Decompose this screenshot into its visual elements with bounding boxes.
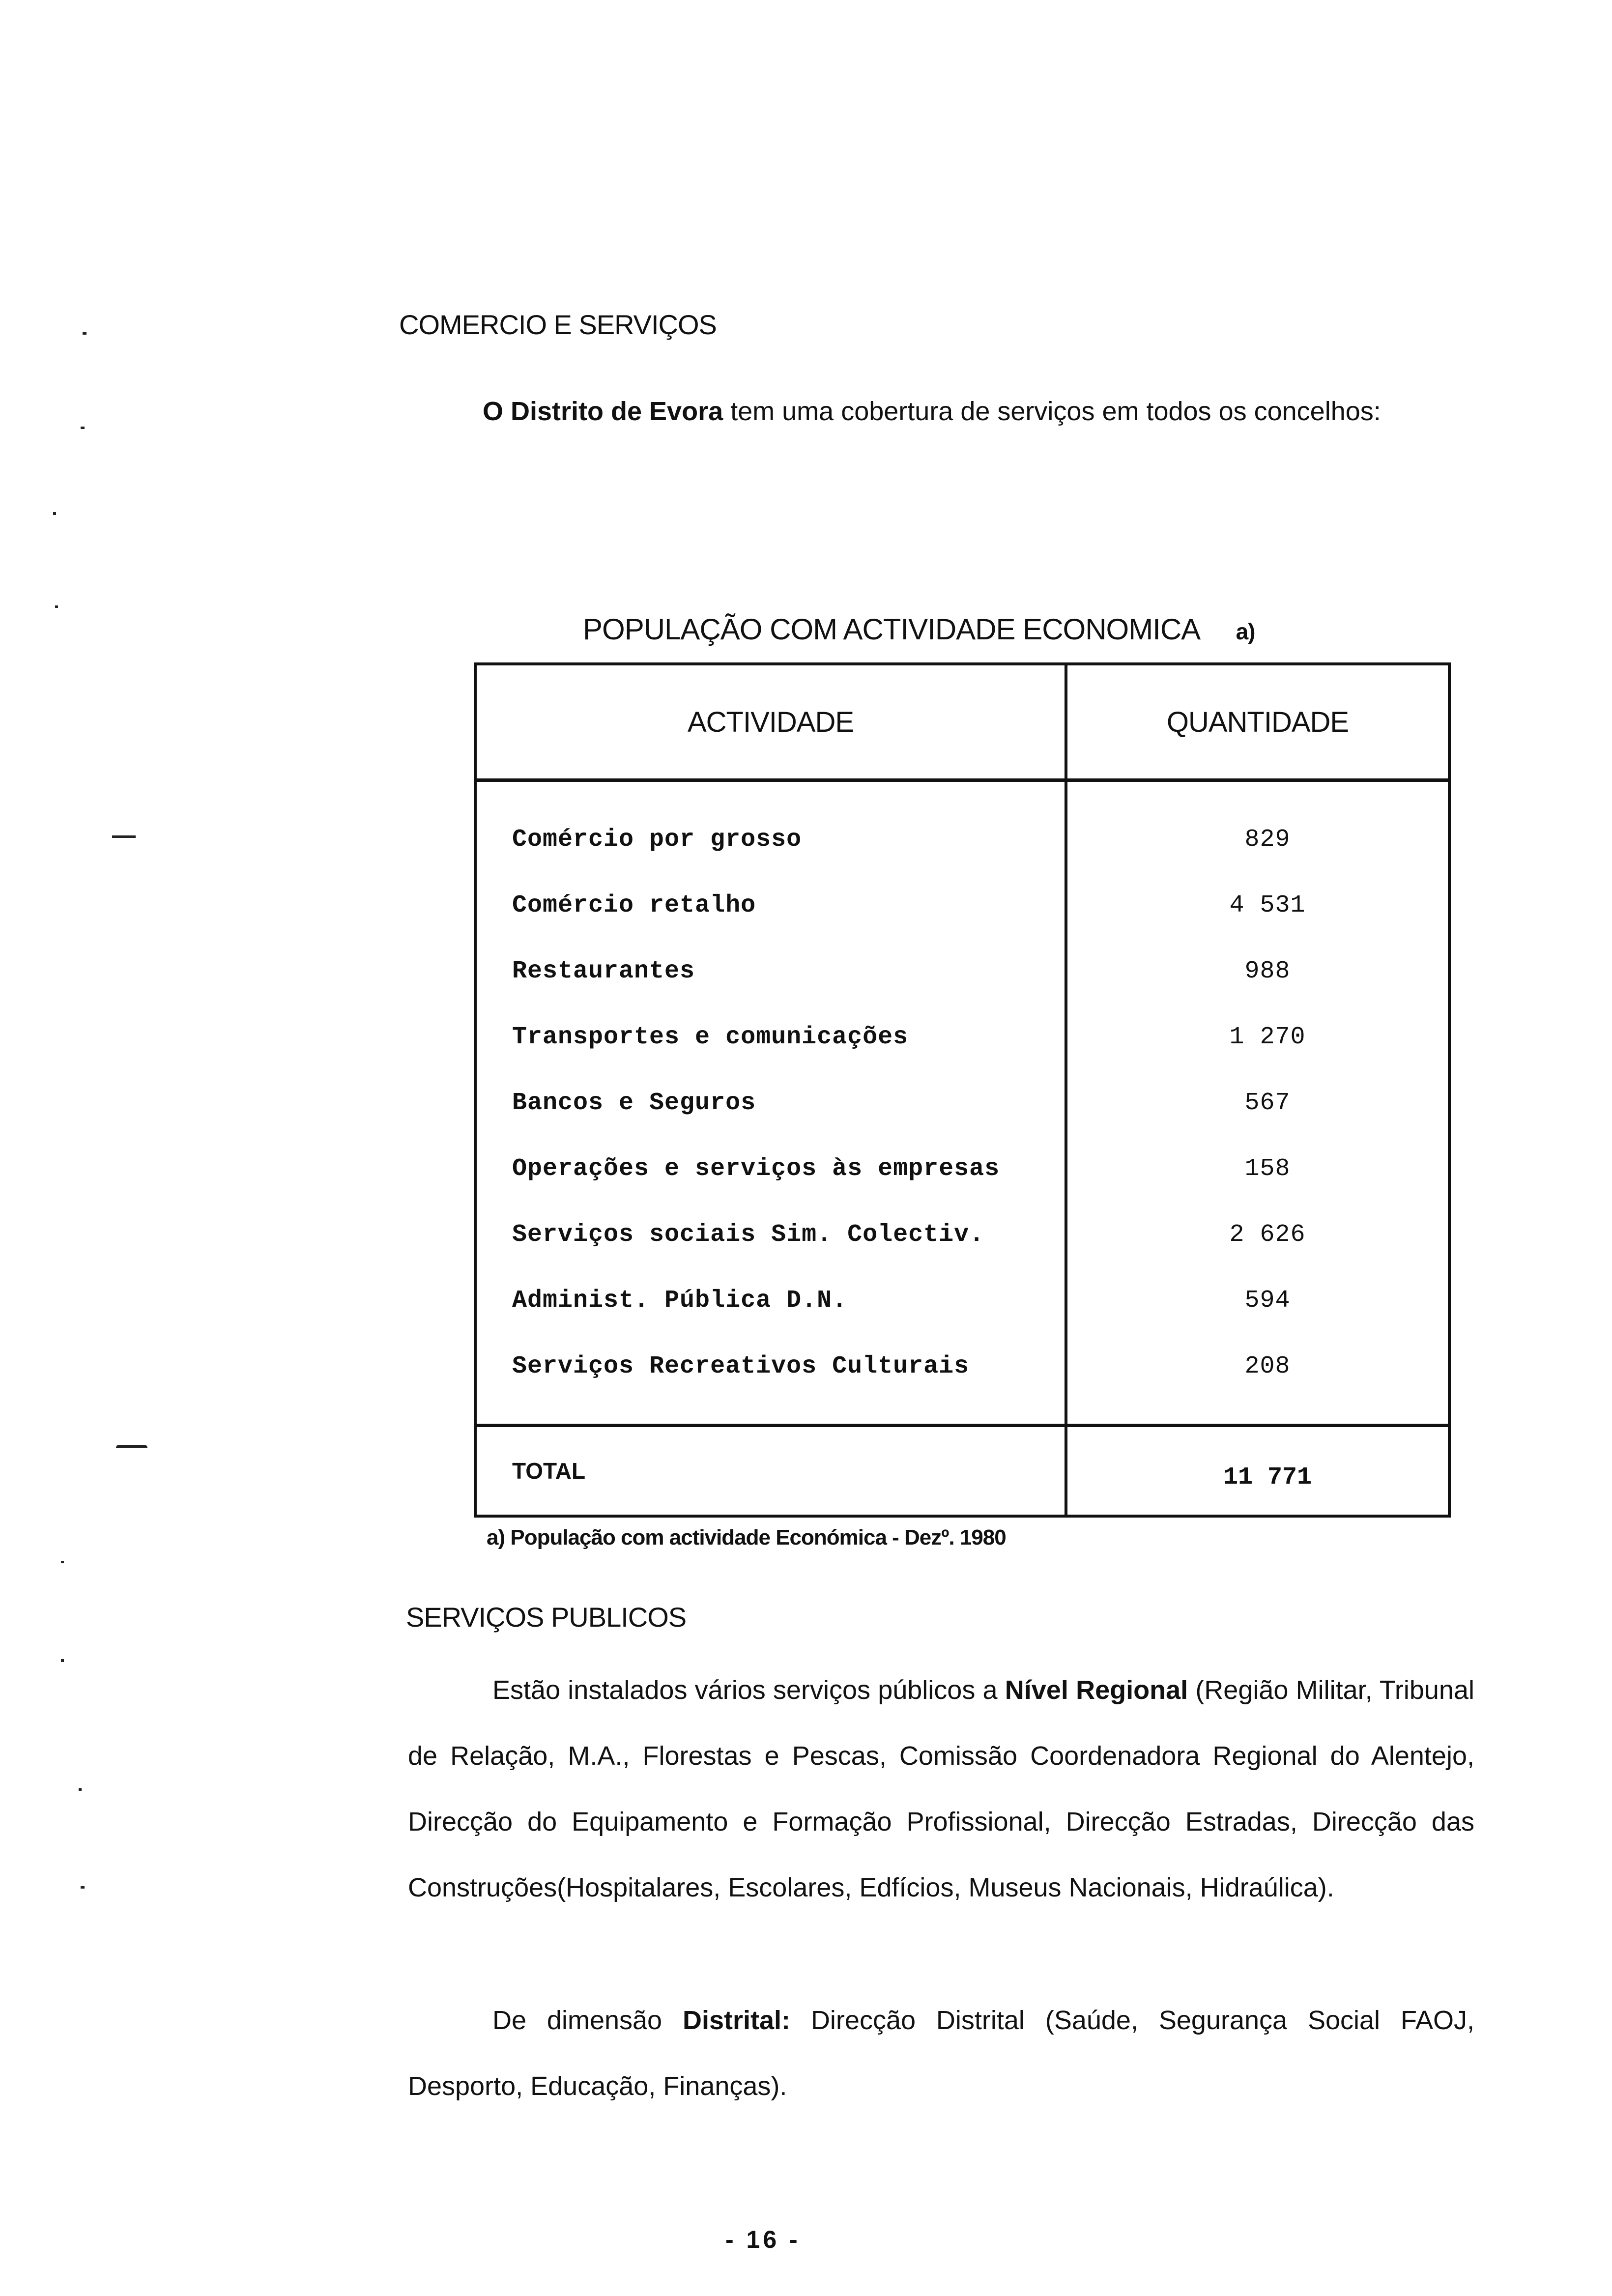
table-spacer bbox=[475, 780, 1449, 807]
public-p2-rest: Direcção Distrital (Saúde, Segurança Social FAOJ, Desporto, Educação, Finanças). bbox=[408, 2006, 1474, 2101]
table-title-text: POPULAÇÃO COM ACTIVIDADE ECONOMICA bbox=[583, 613, 1199, 646]
activity-cell: Restaurantes bbox=[475, 938, 1066, 1004]
scan-mark bbox=[53, 512, 56, 515]
section-heading-commerce: COMERCIO E SERVIÇOS bbox=[399, 309, 717, 340]
table-row bbox=[475, 806, 1449, 872]
activity-cell: Administ. Pública D.N. bbox=[475, 1267, 1066, 1333]
quantity-cell: 567 bbox=[1066, 1070, 1449, 1136]
public-p2-start: De dimensão bbox=[492, 2006, 683, 2035]
district-level: Distrital: bbox=[682, 2006, 791, 2035]
quantity-cell: 1 270 bbox=[1066, 1004, 1449, 1070]
activity-cell: Serviços sociais Sim. Colectiv. bbox=[475, 1202, 1066, 1267]
activity-cell: Comércio retalho bbox=[475, 872, 1066, 938]
quantity-cell: 829 bbox=[1066, 806, 1449, 872]
table-row bbox=[475, 1136, 1449, 1202]
public-p1-start: Estão instalados vários serviços públicos a bbox=[492, 1675, 1005, 1705]
commerce-intro-paragraph bbox=[399, 378, 1461, 444]
scan-mark bbox=[81, 1886, 85, 1889]
table-header-row bbox=[475, 664, 1449, 780]
table-total-row bbox=[475, 1426, 1449, 1517]
quantity-cell: 594 bbox=[1066, 1267, 1449, 1333]
table-row bbox=[475, 938, 1449, 1004]
scan-mark bbox=[81, 427, 85, 429]
scan-mark bbox=[116, 1445, 147, 1448]
economic-activity-table bbox=[474, 662, 1451, 1518]
total-value: 11 771 bbox=[1066, 1426, 1449, 1517]
table-row bbox=[475, 1004, 1449, 1070]
public-services-paragraph bbox=[408, 1657, 1474, 1921]
table-row bbox=[475, 1333, 1449, 1399]
quantity-cell: 208 bbox=[1066, 1333, 1449, 1399]
district-name: O Distrito de Evora bbox=[483, 397, 723, 426]
activity-cell: Transportes e comunicações bbox=[475, 1004, 1066, 1070]
page-number: - 16 - bbox=[725, 2226, 801, 2253]
table-row bbox=[475, 872, 1449, 938]
quantity-cell: 4 531 bbox=[1066, 872, 1449, 938]
scan-mark bbox=[55, 605, 58, 608]
scan-mark bbox=[61, 1659, 64, 1662]
section-heading-public: SERVIÇOS PUBLICOS bbox=[406, 1602, 687, 1633]
column-header-activity: ACTIVIDADE bbox=[475, 664, 1066, 780]
activity-cell: Bancos e Seguros bbox=[475, 1070, 1066, 1136]
table-title-note: a) bbox=[1236, 619, 1255, 644]
table-footnote: a) População com actividade Económica - Dezº. 1980 bbox=[487, 1525, 1006, 1550]
activity-cell: Operações e serviços às empresas bbox=[475, 1136, 1066, 1202]
table-title bbox=[583, 612, 1255, 646]
column-header-quantity: QUANTIDADE bbox=[1066, 664, 1449, 780]
table-row bbox=[475, 1070, 1449, 1136]
table-row bbox=[475, 1202, 1449, 1267]
scan-mark bbox=[112, 835, 136, 838]
activity-cell: Comércio por grosso bbox=[475, 806, 1066, 872]
district-services-paragraph bbox=[408, 1987, 1474, 2119]
quantity-cell: 988 bbox=[1066, 938, 1449, 1004]
scan-mark bbox=[61, 1561, 64, 1563]
scan-mark bbox=[79, 1788, 82, 1791]
scan-mark bbox=[83, 332, 86, 335]
activity-cell: Serviços Recreativos Culturais bbox=[475, 1333, 1066, 1399]
quantity-cell: 158 bbox=[1066, 1136, 1449, 1202]
table-row bbox=[475, 1267, 1449, 1333]
public-p1-rest: (Região Militar, Tribunal de Relação, M.A., Florestas e Pescas, Comissão Coordenadora Regional do Alentejo, Direcção do Equipamento e Formação Profissional, Direcção Estradas, Direcção das Construções(Hospitalares, Escolares, Edfícios, Museus Nacionais, Hidraúlica). bbox=[408, 1675, 1474, 1902]
regional-level: Nível Regional bbox=[1005, 1675, 1188, 1705]
table-spacer bbox=[475, 1399, 1449, 1426]
total-label: TOTAL bbox=[475, 1426, 1066, 1517]
quantity-cell: 2 626 bbox=[1066, 1202, 1449, 1267]
commerce-intro-text: tem uma cobertura de serviços em todos os concelhos: bbox=[723, 397, 1381, 426]
